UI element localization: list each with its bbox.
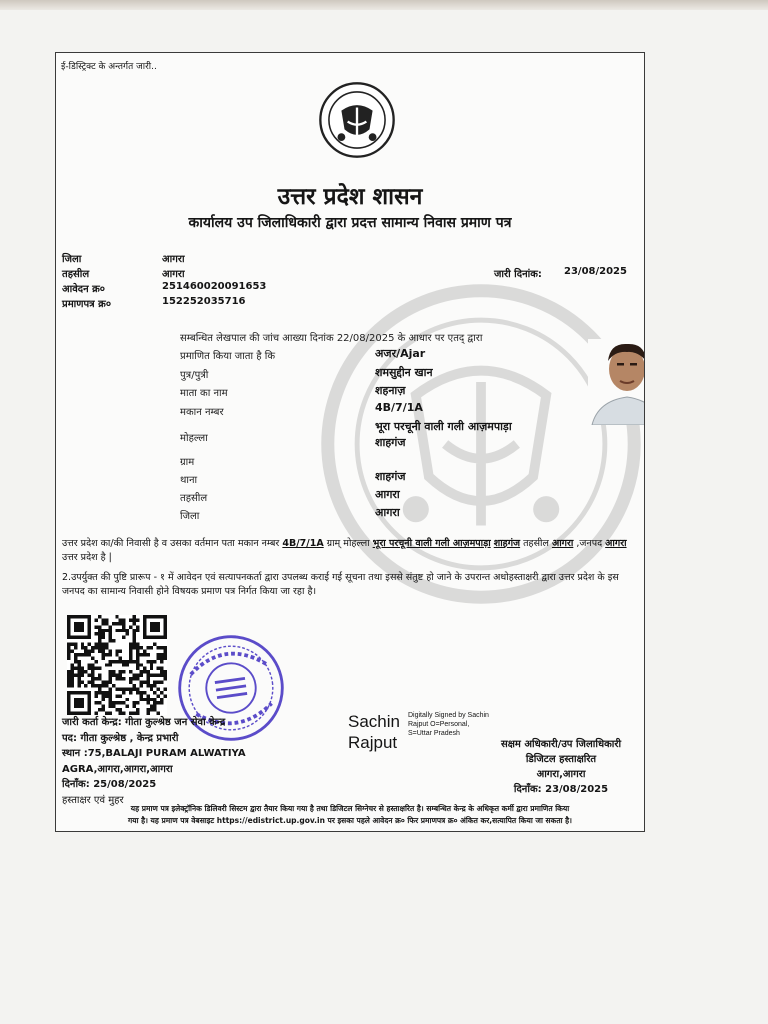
field-value-tehsil: आगरा [375,488,400,501]
authority-line3: आगरा,आगरा [536,769,586,780]
para1-district: आगरा [605,538,627,549]
authority-date: दिनाँक: 23/08/2025 [513,784,609,795]
application-value: 251460020091653 [162,281,267,292]
certificate-value: 152252035716 [162,296,246,307]
certificate-label: प्रमाणपत्र क्र० [62,299,112,310]
field-label-district: जिला [180,511,200,522]
district-value: आगरा [162,254,185,265]
para1-house: 4B/7/1A [282,538,324,549]
page-subtitle: कार्यालय उप जिलाधिकारी द्वारा प्रदत्त सामान्य निवास प्रमाण पत्र [188,215,512,231]
para1-text-4: ,जनपद [573,538,606,549]
tehsil-value: आगरा [162,269,185,280]
scan-top-edge [0,0,768,10]
authority-line1: सक्षम अधिकारी/उप जिलाधिकारी [500,739,622,750]
field-label-house: मकान नम्बर [180,407,224,418]
issuer-date: दिनाँक: 25/08/2025 [62,779,157,790]
field-value-mohalla: भूरा परचूनी वाली गली आज़मपाड़ा [375,420,512,433]
field-value-district: आगरा [375,506,400,519]
field-label-certified: प्रमाणित किया जाता है कि [180,351,276,362]
footer-note [62,803,638,827]
header-note: ई-डिस्ट्रिक्ट के अन्तर्गत जारी.. [61,62,157,72]
verification-intro: सम्बन्धित लेखपाल की जांच आख्या दिनांक 22/08/2025 के आधार पर एतद् द्वारा [180,333,483,344]
field-label-tehsil: तहसील [180,493,208,504]
applicant-photo [588,339,645,425]
field-value-police-station: शाहगंज [375,470,406,483]
field-label-mohalla: मोहल्ला [180,433,208,444]
signature-note-line1: Digitally Signed by Sachin [408,712,489,719]
residence-paragraph [62,537,636,565]
signature-name-line2: Rajput [348,733,398,752]
field-value-house: 4B/7/1A [375,401,423,414]
signature-note-line3: S=Uttar Pradesh [408,730,460,737]
field-value-locality: शाहगंज [375,436,406,449]
authority-line2: डिजिटल हस्ताक्षरित [525,754,597,765]
para1-locality: शाहगंज [493,538,521,549]
issuer-place-line2: AGRA,आगरा,आगरा,आगरा [62,763,173,775]
footer-line1: यह प्रमाण पत्र इलेक्ट्रॉनिक डिलिवरी सिस्टम द्वारा तैयार किया गया है तथा डिजिटल सिग्नेचर से हस्ताक्षरित है। सम्बन्धित केन्द्र के अधिकृत कर्मी द्वारा प्रमाणित किया [130,804,570,813]
issuer-center: जारी कर्ता केन्द्र: गीता कुल्श्रेष्ठ जन सेवा केन्द्र [62,717,226,728]
field-value-mother: शहनाज़ [375,384,406,397]
para1-tehsil: आगरा [551,538,574,549]
certificate-page [55,52,645,832]
signature-name-line1: Sachin [348,712,400,731]
issue-date-value: 23/08/2025 [564,266,627,277]
field-label-police-station: थाना [180,475,198,486]
field-value-father: शमसुद्दीन खान [375,366,433,379]
tehsil-label: तहसील [62,269,90,280]
digital-signature-note [408,711,489,738]
application-label: आवेदन क्र० [62,284,106,295]
footer-line2: गया है। यह प्रमाण पत्र वेबसाइट https://edistrict.up.gov.in पर इसका पहले आवेदन क्र० फिर प्रमाणपत्र क्र० अंकित कर,सत्यापित किया जा सकता है। [128,816,572,825]
issuer-sign-label: हस्ताक्षर एवं मुहर [62,794,124,806]
confirmation-paragraph: 2.उपर्युक्त की पुष्टि प्रारूप - १ में आवेदन एवं सत्यापनकर्ता द्वारा उपलब्ध कराई गई सूचना तथा इससे संतुष्ट हो जाने के उपरान्त अधोहस्ताक्षरी द्वारा उत्तर प्रदेश के इस जनपद का सामान्य निवासी होने विषयक प्रमाण पत्र निर्गत किया जा रहा है। [62,572,619,597]
issuer-block [62,715,246,808]
district-label: जिला [62,254,82,265]
issue-date-label: जारी दिनांक: [494,269,542,280]
issuer-place-line1: स्थान :75,BALAJI PURAM ALWATIYA [62,748,246,759]
page-title: उत्तर प्रदेश शासन [277,183,423,210]
para1-text-2: ग्राम् मोहल्ला [323,538,373,549]
para1-mohalla: भूरा परचूनी वाली गली आज़मपाड़ा [372,538,491,549]
para1-text-5: उत्तर प्रदेश है | [62,552,112,563]
up-government-emblem-icon [318,81,396,159]
signature-note-line2: Rajput O=Personal, [408,721,470,728]
field-label-village: ग्राम [180,457,195,468]
field-label-parent: पुत्र/पुत्री [180,370,209,381]
authority-block [486,737,636,797]
field-value-name: अजर/Ajar [375,347,426,360]
para1-text-3: तहसील [520,538,552,549]
para1-text-1: उत्तर प्रदेश का/की निवासी है व उसका वर्तमान पता मकान नम्बर [62,538,283,549]
digital-signature-name [348,711,400,753]
field-label-mother: माता का नाम [180,388,228,399]
qr-code[interactable] [67,615,167,715]
issuer-post: पद: गीता कुल्श्रेष्ठ , केन्द्र प्रभारी [62,732,179,744]
